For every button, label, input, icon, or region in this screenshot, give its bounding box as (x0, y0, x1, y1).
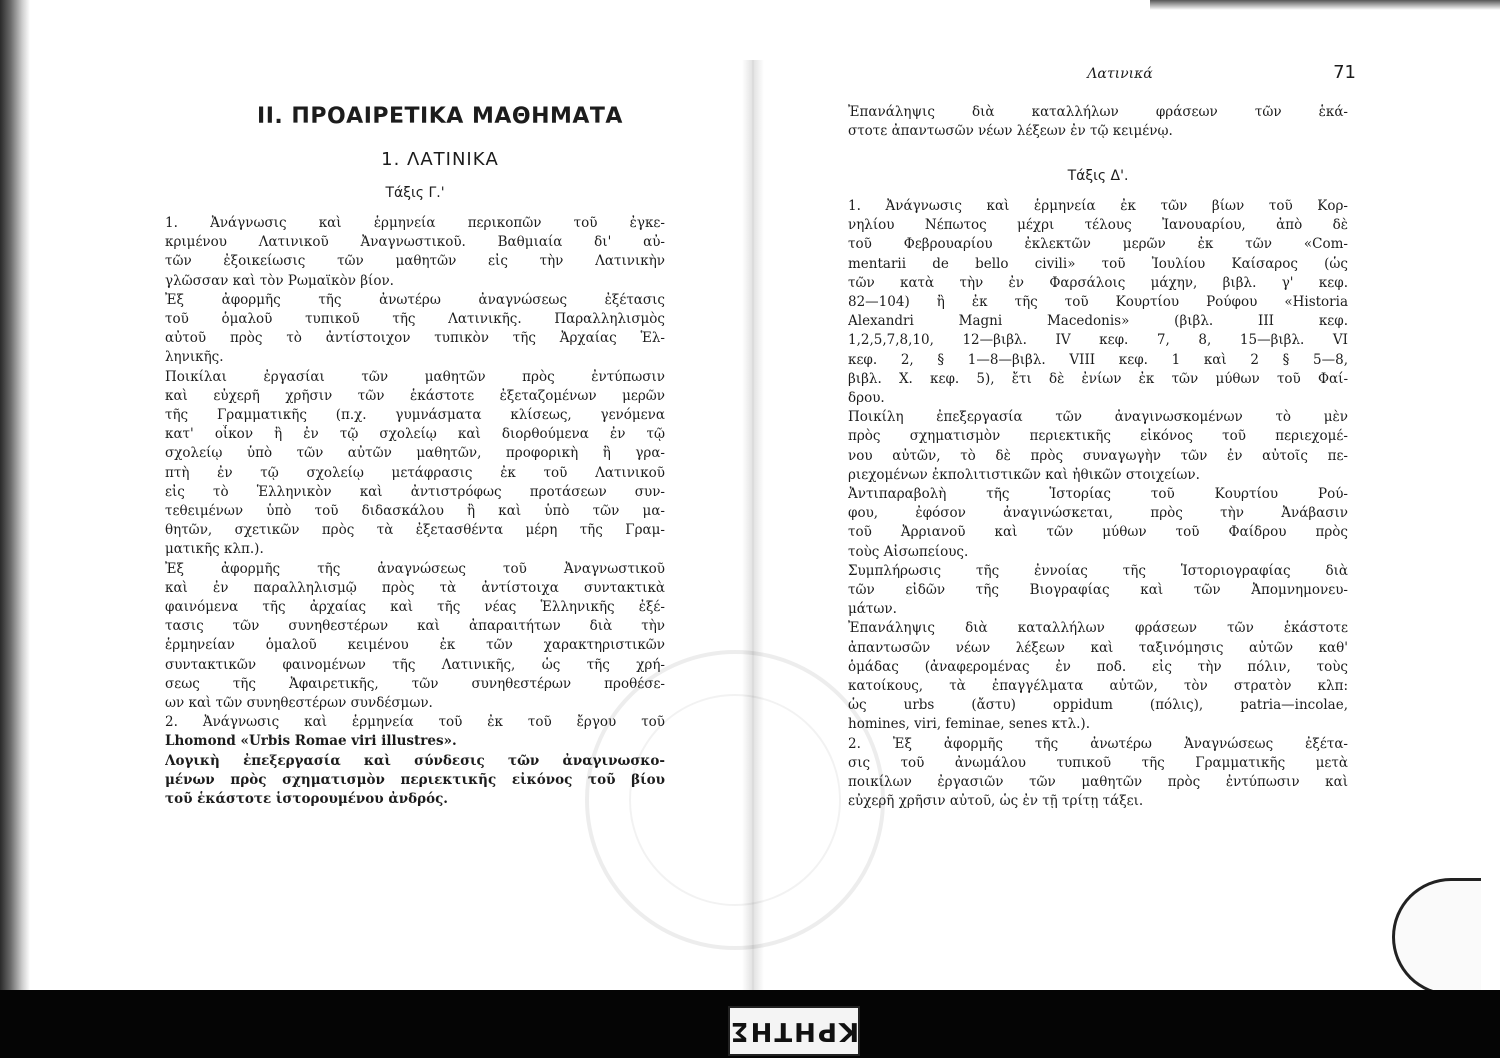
text-line: τεθειμένων ὑπὸ τοῦ διδασκάλου ἢ καὶ ὑπὸ τῶν μα- (165, 503, 665, 520)
text-line: πρὸς σχηματισμὸν περιεκτικῆς εἰκόνος τοῦ περιεχομέ- (848, 428, 1348, 445)
text-line: καὶ εὐχερῆ χρῆσιν τῶν ἑκάστοτε ἐξεταζομένων μερῶν (165, 387, 665, 404)
text-line: Ποικίλη ἐπεξεργασία τῶν ἀναγινωσκομένων τὸ μὲν (848, 409, 1348, 426)
library-stamp (728, 1006, 860, 1056)
running-header: Λατινικά (1087, 66, 1153, 82)
text-line: ὁμάδας (ἀναφερομένας ἐν ποδ. εἰς τὴν πόλιν, τοὺς (848, 658, 1348, 675)
text-line: Ἐπανάληψις διὰ καταλλήλων φράσεων τῶν ἑκάστοτε (848, 620, 1348, 637)
text-line: mentarii de bello civili» τοῦ Ἰουλίου Καίσαρος (ὡς (848, 255, 1348, 272)
text-line: Ἀντιπαραβολὴ τῆς Ἱστορίας τοῦ Κουρτίου Ρού- (848, 486, 1348, 503)
text-line: Lhomond «Urbis Romae viri illustres». (165, 733, 457, 750)
text-line: Ποικίλαι ἐργασίαι τῶν μαθητῶν πρὸς ἐντύπωσιν (165, 368, 665, 385)
text-line: ποικίλων ἐργασιῶν τῶν μαθητῶν πρὸς ἐντύπωσιν καὶ (848, 774, 1348, 791)
text-line: 2. Ἀνάγνωσις καὶ ἑρμηνεία τοῦ ἐκ τοῦ ἔργου τοῦ (165, 714, 665, 731)
text-line: νηλίου Νέπωτος μέχρι τέλους Ἰανουαρίου, ἀπὸ δὲ (848, 217, 1348, 234)
text-line: 1. Ἀνάγνωσις καὶ ἑρμηνεία περικοπῶν τοῦ ἐγκε- (165, 215, 665, 231)
text-line: ων καὶ τῶν συνηθεστέρων συνδέσμων. (165, 695, 433, 712)
text-line: ἀπαντωσῶν νέων λέξεων καὶ ταξινόμησις αὐτῶν καθ' (848, 639, 1348, 656)
text-line: νου αὐτῶν, τὸ δὲ πρὸς συναγωγὴν τῶν ἐν αὐτοῖς πε- (848, 447, 1348, 464)
text-line: 1,2,5,7,8,10, 12—βιβλ. IV κεφ. 7, 8, 15—βιβλ. VI (848, 332, 1348, 349)
left-page-body (165, 214, 665, 809)
text-line: δρου. (848, 390, 885, 407)
text-line: σις τοῦ ἀνωμάλου τυπικοῦ τῆς Γραμματικῆς μετὰ (848, 754, 1348, 771)
text-line: 1. Ἀνάγνωσις καὶ ἑρμηνεία ἐκ τῶν βίων τοῦ Κορ- (848, 198, 1348, 214)
text-line: μάτων. (848, 601, 897, 618)
text-line: μένων πρὸς σχηματισμὸν περιεκτικῆς εἰκόνος τοῦ βίου (165, 771, 665, 788)
section-heading: ΙΙ. ΠΡΟΑΙΡΕΤΙΚΑ ΜΑΘΗΜΑΤΑ (257, 104, 623, 129)
text-line: αὐτοῦ πρὸς τὸ ἀντίστοιχον τυπικὸν τῆς Ἀρχαίας Ἑλ- (165, 330, 665, 347)
text-line: ριεχομένων ἐκπολιτιστικῶν καὶ ἠθικῶν στοιχείων. (848, 466, 1200, 483)
text-line: εἰς τὸ Ἑλληνικὸν καὶ ἀντιστρόφως προτάσεων συν- (165, 483, 665, 500)
text-line: τασις τῶν συνηθεστέρων καὶ ἀπαραιτήτων διὰ τὴν (165, 618, 665, 635)
scan-left-edge-shadow (0, 0, 30, 990)
grade-heading-right: Τάξις Δ'. (1067, 168, 1129, 184)
text-line: ματικῆς κλπ.). (165, 541, 264, 558)
text-line: homines, viri, feminae, senes κτλ.). (848, 716, 1090, 733)
text-line: συντακτικῶν φαινομένων τῆς Λατινικῆς, ὡς τῆς χρή- (165, 656, 665, 673)
text-line: τοῦ Ἀρριανοῦ καὶ τῶν μύθων τοῦ Φαίδρου πρὸς (848, 524, 1348, 541)
text-line: Λογικὴ ἐπεξεργασία καὶ σύνδεσις τῶν ἀναγινωσκο- (165, 752, 665, 769)
text-line: σχολείῳ ὑπὸ τῶν αὐτῶν μαθητῶν, προφορικὴ ἢ γρα- (165, 445, 665, 462)
text-line: τοῦ ὁμαλοῦ τυπικοῦ τῆς Λατινικῆς. Παραλληλισμὸς (165, 311, 665, 328)
text-line: τῶν εἰδῶν τῆς Βιογραφίας καὶ τῶν Ἀπομνημονευ- (848, 582, 1348, 599)
text-line: ἑρμηνείαν ὁμαλοῦ κειμένου ἐκ τῶν χαρακτηριστικῶν (165, 637, 665, 654)
text-line: ὡς urbs (ἄστυ) oppidum (πόλις), patria—incolae, (848, 697, 1348, 714)
text-line: κριμένου Λατινικοῦ Ἀναγνωστικοῦ. Βαθμιαία δι' αὐ- (165, 234, 665, 251)
text-line: Ἐξ ἀφορμῆς τῆς ἀναγνώσεως τοῦ Ἀναγνωστικοῦ (165, 560, 665, 577)
text-line: τοὺς Αἰσωπείους. (848, 543, 969, 560)
subject-heading: 1. ΛΑΤΙΝΙΚΑ (381, 149, 499, 170)
text-line: εὐχερῆ χρῆσιν αὐτοῦ, ὡς ἐν τῇ τρίτῃ τάξει. (848, 793, 1144, 810)
text-line: γλῶσσαν καὶ τὸν Ρωμαϊκὸν βίον. (165, 272, 394, 289)
text-line: τῶν ἐξοικείωσις τῶν μαθητῶν εἰς τὴν Λατινικὴν (165, 253, 665, 270)
text-line: στοτε ἀπαντωσῶν νέων λέξεων ἐν τῷ κειμένῳ. (848, 123, 1173, 140)
page-number: 71 (1333, 62, 1356, 83)
text-line: Alexandri Magni Macedonis» (βιβλ. III κεφ. (848, 313, 1348, 330)
text-line: Ἐπανάληψις διὰ καταλλήλων φράσεων τῶν ἑκά- (848, 104, 1348, 120)
text-line: Ἐξ ἀφορμῆς τῆς ἀνωτέρω ἀναγνώσεως ἐξέτασις (165, 291, 665, 308)
text-line: θητῶν, σχετικῶν πρὸς τὰ ἐξετασθέντα μέρη τῆς Γραμ- (165, 522, 665, 539)
text-line: τοῦ Φεβρουαρίου ἐκλεκτῶν μερῶν ἐκ τῶν «Com- (848, 236, 1348, 253)
text-line: φαινόμενα τῆς ἀρχαίας καὶ τῆς νέας Ἑλληνικῆς ἐξέ- (165, 599, 665, 616)
text-line: φου, ἐφόσον ἀναγινώσκεται, πρὸς τὴν Ἀνάβασιν (848, 505, 1348, 522)
text-line: τοῦ ἑκάστοτε ἱστορουμένου ἀνδρός. (165, 791, 449, 808)
text-line: τῆς Γραμματικῆς (π.χ. γυμνάσματα κλίσεως, γενόμενα (165, 407, 665, 424)
text-line: 2. Ἐξ ἀφορμῆς τῆς ἀνωτέρω Ἀναγνώσεως ἐξέτα- (848, 735, 1348, 752)
text-line: κεφ. 2, § 1—8—βιβλ. VIII κεφ. 1 καὶ 2 § 5—8, (848, 351, 1348, 368)
text-line: κατ' οἶκον ἢ ἐν τῷ σχολείῳ καὶ διορθούμενα ἐν τῷ (165, 426, 665, 443)
right-page-body (848, 197, 1348, 812)
library-seal-fragment (1392, 878, 1481, 996)
text-line: 82—104) ἢ ἐκ τῆς τοῦ Κουρτίου Ρούφου «Historia (848, 294, 1348, 311)
text-line: σεως τῆς Ἀφαιρετικῆς, τῶν συνηθεστέρων προθέσε- (165, 675, 665, 692)
grade-heading-left: Τάξις Γ.' (385, 185, 445, 201)
text-line: Συμπλήρωσις τῆς ἐννοίας τῆς Ἱστοριογραφίας διὰ (848, 562, 1348, 579)
text-line: κατοίκους, τὰ ἐπαγγέλματα αὐτῶν, τὸν στρατὸν κλπ: (848, 678, 1348, 695)
stamp-text: ΚΡΗΤΗΣ (728, 1016, 860, 1046)
text-line: ληνικῆς. (165, 349, 224, 366)
text-line: βιβλ. X. κεφ. 5), ἔτι δὲ ἐνίων ἐκ τῶν μύθων τοῦ Φαί- (848, 370, 1348, 387)
scan-top-shadow (1150, 0, 1500, 10)
text-line: τῶν κατὰ τὴν ἐν Φαρσάλοις μάχην, βιβλ. γ' κεφ. (848, 274, 1348, 291)
right-page-intro (848, 103, 1348, 141)
text-line: πτὴ ἐν τῷ σχολείῳ μετάφρασις ἐκ τοῦ Λατινικοῦ (165, 464, 665, 481)
text-line: καὶ ἐν παραλληλισμῷ πρὸς τὰ ἀντίστοιχα συντακτικὰ (165, 579, 665, 596)
